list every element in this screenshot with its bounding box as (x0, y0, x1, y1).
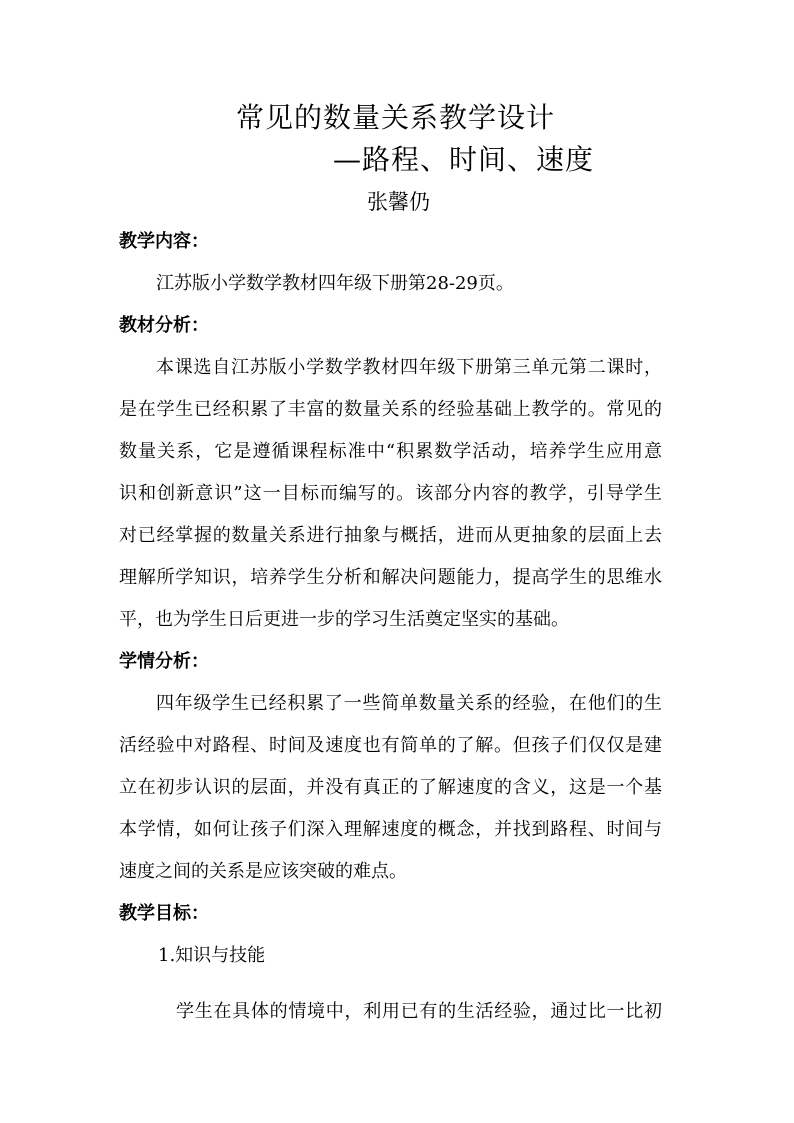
section-heading-students: 学情分析： (119, 651, 209, 672)
paragraph-line: 数量关系，它是遵循课程标准中“积累数学活动，培养学生应用意 (119, 441, 662, 462)
paragraph-line: 江苏版小学数学教材四年级下册第28-29页。 (156, 273, 514, 294)
paragraph-line: 平，也为学生日后更进一步的学习生活奠定坚实的基础。 (119, 609, 569, 630)
paragraph-line: 四年级学生已经积累了一些简单数量关系的经验，在他们的生 (156, 693, 662, 714)
document-title: 常见的数量关系教学设计 (236, 101, 556, 134)
paragraph-line: 立在初步认识的层面，并没有真正的了解速度的含义，这是一个基 (119, 777, 662, 798)
document-subtitle: —路程、时间、速度 (333, 143, 595, 176)
paragraph-line: 速度之间的关系是应该突破的难点。 (119, 861, 407, 882)
author-name: 张馨仍 (367, 190, 430, 214)
paragraph-line: 本学情，如何让孩子们深入理解速度的概念，并找到路程、时间与 (119, 819, 662, 840)
paragraph-line: 是在学生已经积累了丰富的数量关系的经验基础上教学的。常见的 (119, 399, 662, 420)
paragraph-line: 本课选自江苏版小学数学教材四年级下册第三单元第二课时， (156, 357, 662, 378)
paragraph-line: 对已经掌握的数量关系进行抽象与概括，进而从更抽象的层面上去 (119, 525, 662, 546)
paragraph-line: 活经验中对路程、时间及速度也有简单的了解。但孩子们仅仅是建 (119, 735, 662, 756)
paragraph-line: 理解所学知识，培养学生分析和解决问题能力，提高学生的思维水 (119, 567, 662, 588)
section-heading-content: 教学内容： (119, 231, 209, 252)
paragraph-line: 学生在具体的情境中，利用已有的生活经验，通过比一比初 (176, 1001, 662, 1022)
list-item: 1.知识与技能 (158, 945, 266, 966)
section-heading-material: 教材分析： (119, 315, 209, 336)
section-heading-objectives: 教学目标： (119, 903, 209, 924)
paragraph-line: 识和创新意识”这一目标而编写的。该部分内容的教学，引导学生 (119, 483, 662, 504)
